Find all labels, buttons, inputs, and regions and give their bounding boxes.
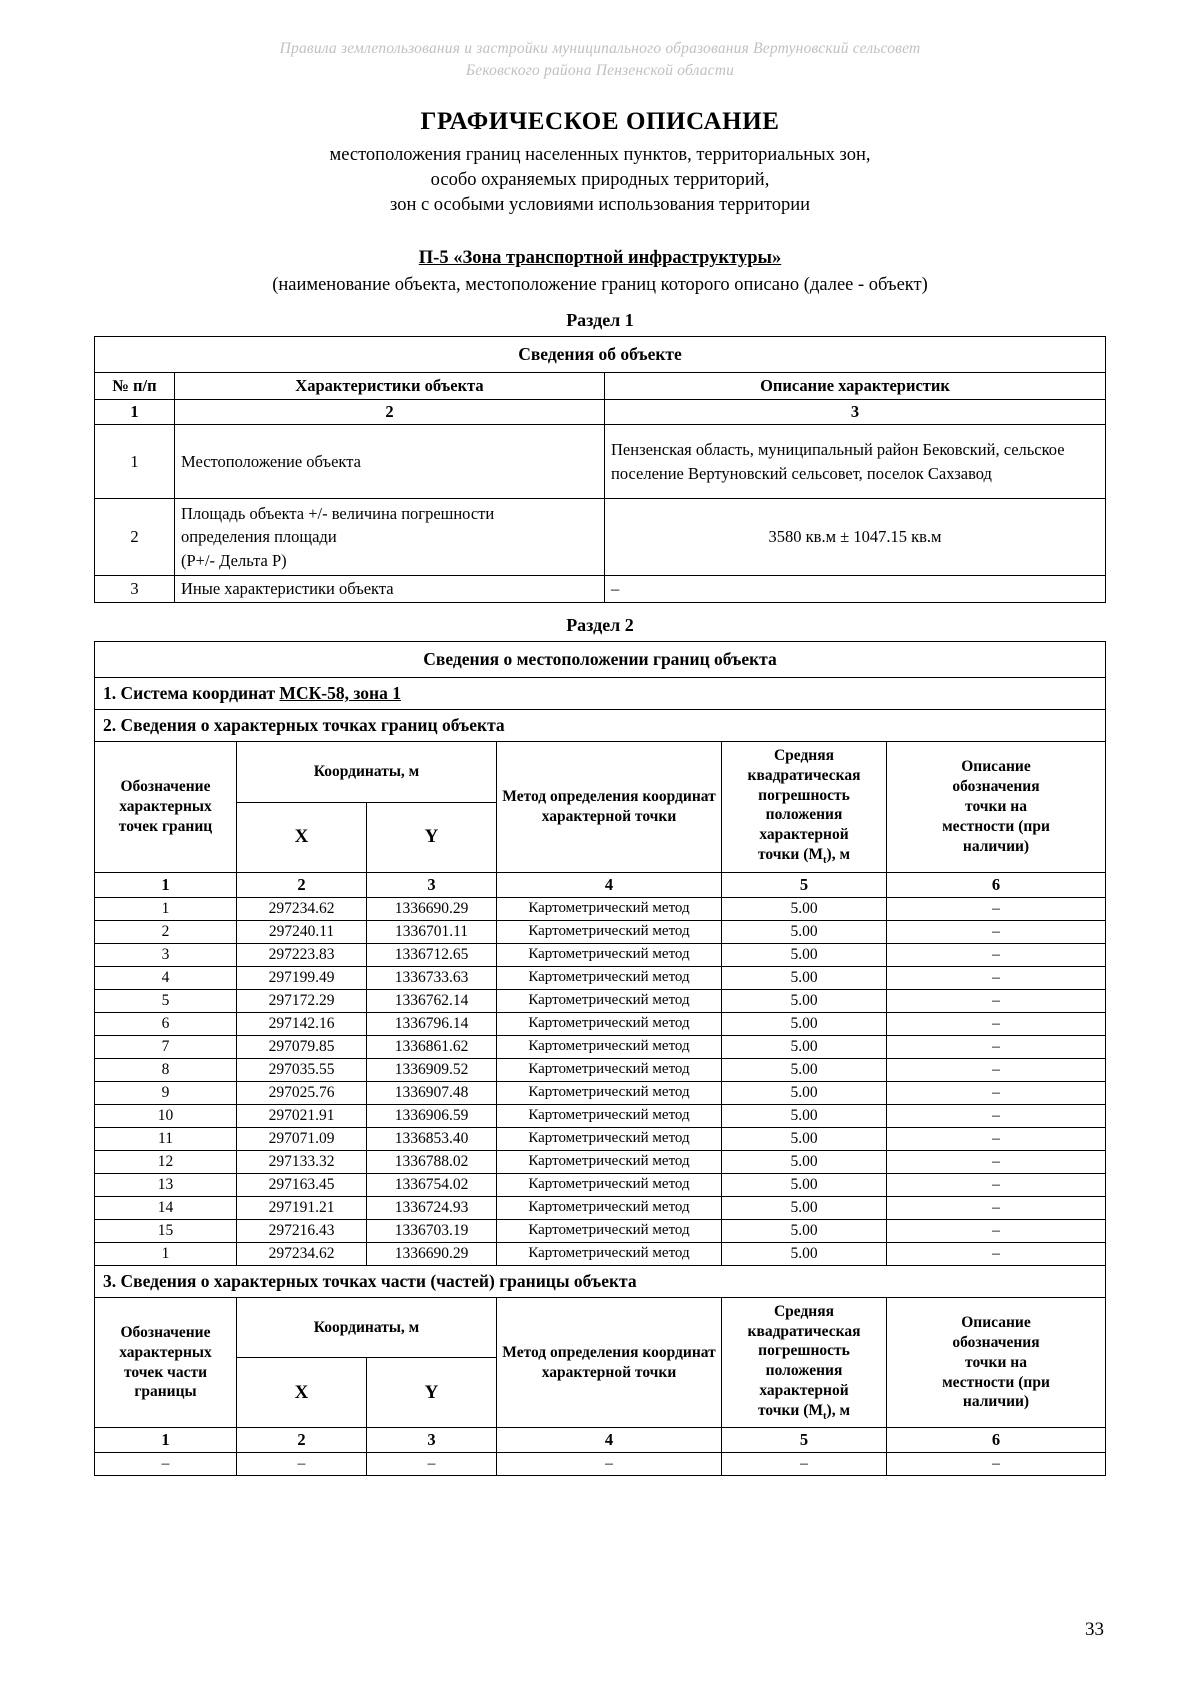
table-numbering-row [95,1428,1106,1453]
cell-y: 1336796.14 [367,1012,497,1035]
table-header-row [95,373,1106,400]
table-row [95,897,1106,920]
section-1-label: Раздел 1 [566,310,634,330]
mse-symbol-subscript: t [823,1410,827,1422]
cell-y: 1336712.65 [367,943,497,966]
table-row [95,1058,1106,1081]
cell-mse: 5.00 [722,1058,887,1081]
mse-line5: характерной [759,826,849,844]
coordinate-system-value: МСК-58, зона 1 [279,683,401,703]
cell-y: 1336762.14 [367,989,497,1012]
mse-line4: положения [765,806,843,824]
cell-point: 7 [95,1035,237,1058]
table-row [95,920,1106,943]
col-header-coords-group: Координаты, м [237,1297,497,1358]
cell-point: 13 [95,1173,237,1196]
cell-method: Картометрический метод [497,920,722,943]
mse-symbol-prefix: точки (M [757,846,824,864]
mse-line1: Средняя [773,1302,835,1320]
col-header-y: Y [367,802,497,872]
cell-method: Картометрический метод [497,1150,722,1173]
colnum-6: 6 [887,872,1106,897]
part-3-banner: 3. Сведения о характерных точках части (частей) границы объекта [95,1265,1106,1297]
row-index: 2 [95,499,175,576]
cell-x: 297216.43 [237,1219,367,1242]
cell-x: 297172.29 [237,989,367,1012]
document-subtitle-line1: местоположения границ населенных пунктов, территориальных зон, [329,145,871,165]
descr-line1: Описание [961,1314,1031,1332]
cell-x: – [237,1453,367,1476]
descr-line5: наличии) [962,1393,1030,1411]
row-index: 3 [95,576,175,603]
cell-description: – [887,966,1106,989]
cell-mse: 5.00 [722,1127,887,1150]
colnum-2: 2 [237,872,367,897]
part-2-banner: 2. Сведения о характерных точках границ объекта [95,710,1106,742]
col-header-characteristic: Характеристики объекта [175,373,605,400]
cell-method: Картометрический метод [497,897,722,920]
cell-method: Картометрический метод [497,1127,722,1150]
descr-line4: местности (при [942,817,1050,835]
mse-symbol-prefix: точки (M [757,1401,824,1419]
col-header-mse [722,1297,887,1428]
cell-description: – [887,920,1106,943]
cell-point: – [95,1453,237,1476]
cell-x: 297234.62 [237,1242,367,1265]
cell-x: 297079.85 [237,1035,367,1058]
table-row-empty [95,1453,1106,1476]
table-row [95,966,1106,989]
cell-y: 1336788.02 [367,1150,497,1173]
section-2-banner: Сведения о местоположении границ объекта [95,642,1106,678]
cell-point: 10 [95,1104,237,1127]
cell-y: 1336703.19 [367,1219,497,1242]
mse-symbol-suffix: ), м [826,846,851,864]
cell-x: 297191.21 [237,1196,367,1219]
cell-x: 297142.16 [237,1012,367,1035]
table-row [95,1104,1106,1127]
table-row [95,943,1106,966]
row-characteristic-line3: (Р+/- Дельта Р) [181,550,287,570]
cell-x: 297234.62 [237,897,367,920]
cell-point: 12 [95,1150,237,1173]
document-subtitle-line2: особо охраняемых природных территорий, [430,170,770,191]
page-number: 33 [1085,1619,1104,1640]
cell-y: 1336754.02 [367,1173,497,1196]
col-header-mse [722,742,887,873]
cell-point: 15 [95,1219,237,1242]
colnum-2: 2 [237,1428,367,1453]
cell-point: 5 [95,989,237,1012]
cell-y: 1336906.59 [367,1104,497,1127]
table-row [95,1173,1106,1196]
table-row [95,1035,1106,1058]
coord-header-row-1 [95,742,1106,803]
section-2-table [94,641,1106,1476]
col-header-description: Описание характеристик [605,373,1106,400]
mse-line3: погрешность [758,786,850,804]
table-row [95,1196,1106,1219]
mse-line5: характерной [759,1382,849,1400]
cell-method: Картометрический метод [497,1104,722,1127]
cell-method: Картометрический метод [497,1219,722,1242]
colnum-6: 6 [887,1428,1106,1453]
cell-method: Картометрический метод [497,1081,722,1104]
row-description: – [605,576,1106,603]
cell-description: – [887,1081,1106,1104]
col-header-coords-group: Координаты, м [237,742,497,803]
cell-mse: 5.00 [722,1012,887,1035]
table-banner-row [95,337,1106,373]
descr-line3: точки на [965,1353,1027,1371]
cell-x: 297199.49 [237,966,367,989]
cell-point: 6 [95,1012,237,1035]
row-index: 1 [95,425,175,499]
cell-point: 11 [95,1127,237,1150]
col-header-point-description [887,1297,1106,1428]
cell-description: – [887,1104,1106,1127]
cell-point: 9 [95,1081,237,1104]
part3-header-row-1 [95,1297,1106,1358]
cell-mse: 5.00 [722,1035,887,1058]
cell-method: – [497,1453,722,1476]
running-header-line1: Правила землепользования и застройки муниципального образования Вертуновский сельсовет [279,40,921,57]
object-name: П-5 «Зона транспортной инфраструктуры» [418,248,782,269]
section-1-table [94,336,1106,603]
cell-point: 8 [95,1058,237,1081]
cell-description: – [887,943,1106,966]
cell-mse: 5.00 [722,989,887,1012]
row-characteristic-line1: Площадь объекта +/- величина погрешности [181,504,495,523]
coordinate-points-body [95,897,1106,1265]
cell-description: – [887,1219,1106,1242]
cell-point: 1 [95,1242,237,1265]
part-2-banner-row [95,710,1106,742]
colnum-1: 1 [95,872,237,897]
cell-method: Картометрический метод [497,1058,722,1081]
cell-mse: 5.00 [722,966,887,989]
cell-method: Картометрический метод [497,1242,722,1265]
table-row [95,576,1106,603]
table-row [95,989,1106,1012]
col-header-point-designation-part: Обозначение характерных точек части границы [95,1297,237,1428]
cell-description: – [887,1150,1106,1173]
table-numbering-row [95,872,1106,897]
mse-line3: погрешность [758,1342,850,1360]
section-1-banner: Сведения об объекте [95,337,1106,373]
table-banner-row [95,642,1106,678]
mse-line4: положения [765,1362,843,1380]
coordinate-system-row [95,678,1106,710]
cell-method: Картометрический метод [497,1035,722,1058]
cell-description: – [887,1035,1106,1058]
row-description: 3580 кв.м ± 1047.15 кв.м [605,499,1106,576]
cell-mse: 5.00 [722,1150,887,1173]
cell-x: 297133.32 [237,1150,367,1173]
cell-x: 297163.45 [237,1173,367,1196]
document-title: ГРАФИЧЕСКОЕ ОПИСАНИЕ [420,108,780,135]
colnum-3: 3 [367,1428,497,1453]
descr-line2: обозначения [952,1333,1040,1351]
running-header [0,38,1200,83]
cell-method: Картометрический метод [497,989,722,1012]
table-row [95,1012,1106,1035]
cell-y: 1336690.29 [367,1242,497,1265]
section-2-container [94,615,1106,1476]
colnum-5: 5 [722,1428,887,1453]
colnum-4: 4 [497,872,722,897]
cell-y: 1336690.29 [367,897,497,920]
table-row [95,1127,1106,1150]
cell-mse: 5.00 [722,920,887,943]
cell-x: 297071.09 [237,1127,367,1150]
cell-y: 1336733.63 [367,966,497,989]
col-header-point-description [887,742,1106,873]
cell-y: 1336701.11 [367,920,497,943]
cell-x: 297025.76 [237,1081,367,1104]
table-row [95,499,1106,576]
colnum-3: 3 [605,400,1106,425]
cell-point: 1 [95,897,237,920]
descr-line2: обозначения [952,778,1040,796]
colnum-3: 3 [367,872,497,897]
cell-mse: 5.00 [722,897,887,920]
cell-y: 1336853.40 [367,1127,497,1150]
row-characteristic: Иные характеристики объекта [175,576,605,603]
running-header-line2: Бековского района Пензенской области [465,62,735,80]
cell-y: 1336724.93 [367,1196,497,1219]
cell-y: 1336861.62 [367,1035,497,1058]
cell-mse: 5.00 [722,1104,887,1127]
colnum-1: 1 [95,1428,237,1453]
cell-y: – [367,1453,497,1476]
col-header-method: Метод определения координат характерной точки [497,742,722,873]
colnum-5: 5 [722,872,887,897]
table-row [95,425,1106,499]
mse-line1: Средняя [773,747,835,764]
mse-symbol-subscript: t [823,855,827,867]
cell-description: – [887,1453,1106,1476]
mse-line2: квадратическая [747,1322,861,1340]
cell-mse: – [722,1453,887,1476]
cell-point: 3 [95,943,237,966]
colnum-2: 2 [175,400,605,425]
cell-y: 1336907.48 [367,1081,497,1104]
cell-method: Картометрический метод [497,1196,722,1219]
title-block [0,108,1200,296]
cell-mse: 5.00 [722,1242,887,1265]
section-1-container [94,310,1106,603]
cell-point: 4 [95,966,237,989]
cell-y: 1336909.52 [367,1058,497,1081]
cell-description: – [887,1173,1106,1196]
cell-description: – [887,1012,1106,1035]
cell-mse: 5.00 [722,943,887,966]
table-row [95,1219,1106,1242]
cell-x: 297021.91 [237,1104,367,1127]
mse-line6 [725,1401,883,1424]
descr-line5: наличии) [962,837,1030,855]
cell-point: 14 [95,1196,237,1219]
col-header-y: Y [367,1358,497,1428]
cell-mse: 5.00 [722,1173,887,1196]
cell-x: 297223.83 [237,943,367,966]
cell-method: Картометрический метод [497,966,722,989]
cell-description: – [887,1058,1106,1081]
col-header-point-designation: Обозначение характерных точек границ [95,742,237,873]
cell-description: – [887,1242,1106,1265]
cell-x: 297240.11 [237,920,367,943]
document-subtitle-line3: зон с особыми условиями использования территории [390,195,810,216]
cell-mse: 5.00 [722,1219,887,1242]
coordinate-system-prefix: 1. Система координат [103,683,280,703]
cell-method: Картометрический метод [497,1012,722,1035]
cell-x: 297035.55 [237,1058,367,1081]
mse-line6 [725,845,883,868]
col-header-num: № п/п [95,373,175,400]
col-header-x: X [237,802,367,872]
descr-line3: точки на [965,797,1027,815]
section-2-label: Раздел 2 [566,615,634,635]
cell-method: Картометрический метод [497,1173,722,1196]
row-characteristic: Местоположение объекта [175,425,605,499]
object-note: (наименование объекта, местоположение границ которого описано (далее - объект) [272,275,928,296]
table-numbering-row [95,400,1106,425]
descr-line1: Описание [961,758,1031,776]
mse-line2: квадратическая [747,766,861,784]
row-characteristic [175,499,605,576]
col-header-x: X [237,1358,367,1428]
cell-description: – [887,897,1106,920]
table-row [95,1242,1106,1265]
cell-mse: 5.00 [722,1196,887,1219]
mse-symbol-suffix: ), м [826,1401,851,1419]
colnum-4: 4 [497,1428,722,1453]
cell-description: – [887,989,1106,1012]
descr-line4: местности (при [942,1373,1050,1391]
cell-description: – [887,1127,1106,1150]
part-3-banner-row [95,1265,1106,1297]
cell-description: – [887,1196,1106,1219]
cell-point: 2 [95,920,237,943]
table-row [95,1150,1106,1173]
table-row [95,1081,1106,1104]
cell-method: Картометрический метод [497,943,722,966]
row-characteristic-line2: определения площади [181,527,337,547]
col-header-method: Метод определения координат характерной точки [497,1297,722,1428]
colnum-1: 1 [95,400,175,425]
coordinate-system-cell [95,678,1106,710]
row-description: Пензенская область, муниципальный район Бековский, сельское поселение Вертуновский сельсовет, поселок Сахзавод [605,425,1106,499]
cell-mse: 5.00 [722,1081,887,1104]
